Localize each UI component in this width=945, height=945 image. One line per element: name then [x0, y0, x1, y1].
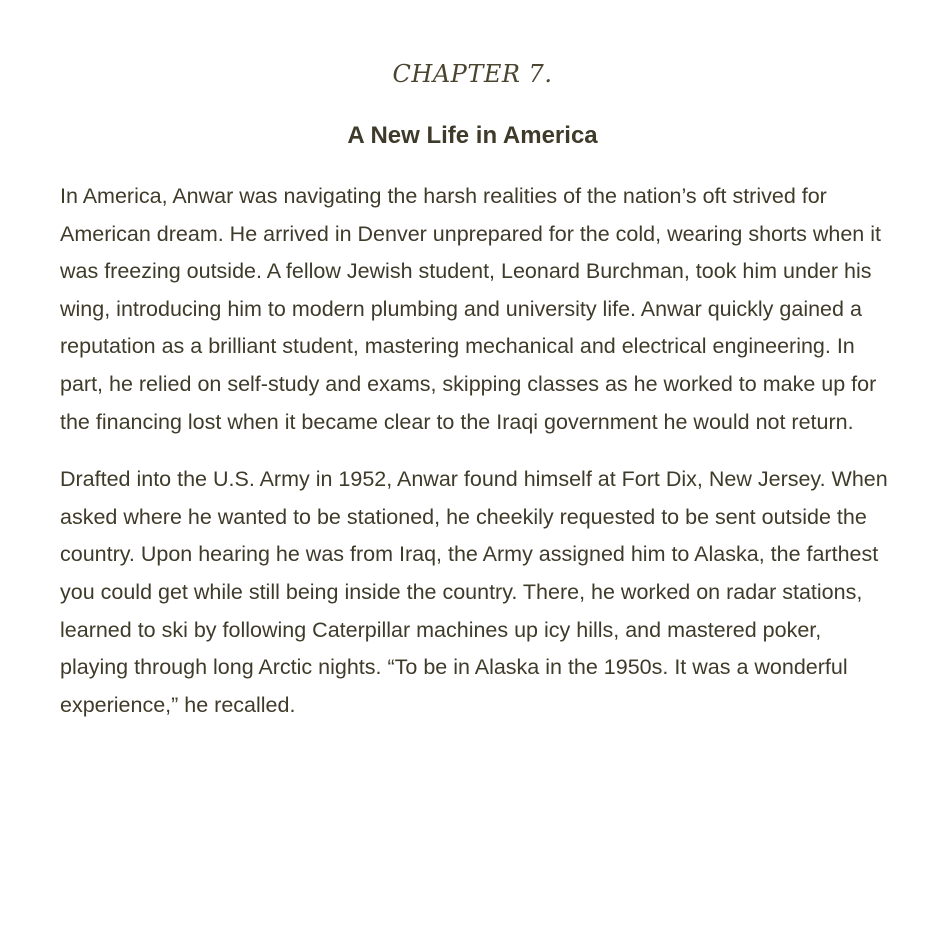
chapter-label: CHAPTER 7.	[392, 60, 553, 88]
paragraph-1: In America, Anwar was navigating the harsh realities of the nation’s oft strived for American dream. He arrived in Denver unprepared for the cold, wearing shorts when it was freezing outside. A fellow Jewish student, Leonard Burchman, took him under his wing, introducing him to modern plumbing and university life. Anwar quickly gained a reputation as a brilliant student, mastering mechanical and electrical engineering. In part, he relied on self-study and exams, skipping classes as he worked to make up for the financing lost when it became clear to the Iraqi government he would not return.	[60, 184, 881, 434]
paragraph-2: Drafted into the U.S. Army in 1952, Anwar found himself at Fort Dix, New Jersey. When asked where he wanted to be stationed, he cheekily requested to be sent outside the country. Upon hearing he was from Iraq, the Army assigned him to Alaska, the farthest you could get while still being inside the country. There, he worked on radar stations, learned to ski by following Caterpillar machines up icy hills, and mastered poker, playing through long Arctic nights. “To be in Alaska in the 1950s. It was a wonderful experience,” he recalled.	[60, 467, 888, 717]
body-text	[60, 178, 890, 744]
chapter-title: A New Life in America	[347, 122, 598, 149]
